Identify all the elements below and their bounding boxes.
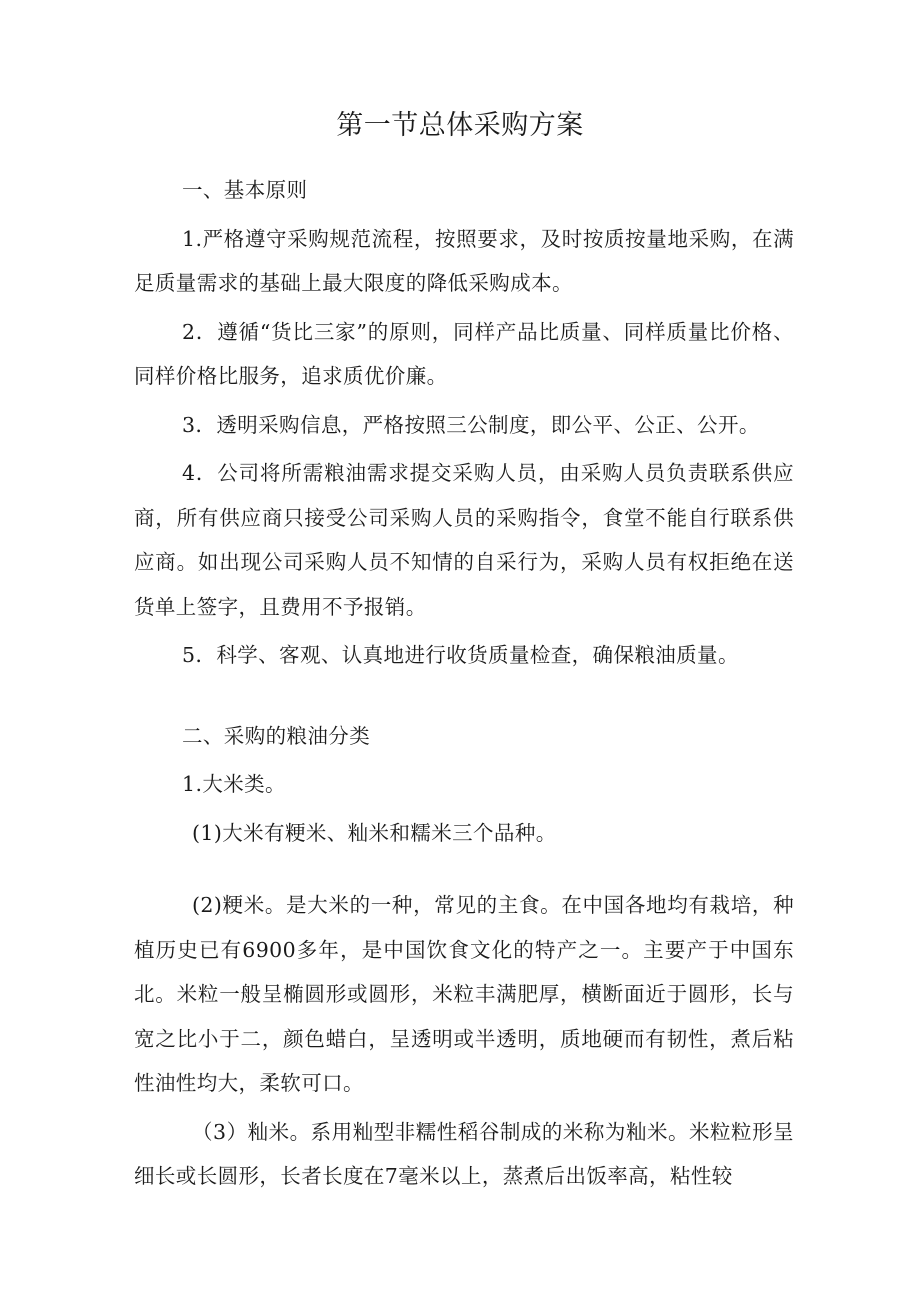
rice-point-3: （3）籼米。系用籼型非糯性稻谷制成的米称为籼米。米粒粒形呈细长或长圆形，长者长度在7毫米以上，蒸煮后出饭率高，粘性较 — [134, 1119, 794, 1188]
rice-point-1: (1)大米有粳米、籼米和糯米三个品种。 — [192, 820, 557, 845]
page-title: 第一节总体采购方案 — [336, 110, 584, 141]
principle-item-2: 2．遵循“货比三家”的原则，同样产品比质量、同样质量比价格、同样价格比服务，追求质优价廉。 — [134, 319, 794, 388]
principle-item-3: 3．透明采购信息，严格按照三公制度，即公平、公正、公开。 — [182, 412, 760, 437]
section-heading-principles: 一、基本原则 — [182, 178, 308, 202]
section-heading-categories: 二、采购的粮油分类 — [182, 723, 371, 748]
principle-item-4: 4．公司将所需粮油需求提交采购人员，由采购人员负责联系供应商，所有供应商只接受公司采购人员的采购指令，食堂不能自行联系供应商。如出现公司采购人员不知情的自采行为，采购人员有权拒绝在送货单上签字，且费用不予报销。 — [134, 461, 794, 619]
rice-point-2: (2)粳米。是大米的一种，常见的主食。在中国各地均有栽培，种植历史已有6900多年，是中国饮食文化的特产之一。主要产于中国东北。米粒一般呈椭圆形或圆形，米粒丰满肥厚，横断面近于圆形，长与宽之比小于二，颜色蜡白，呈透明或半透明，质地硬而有韧性，煮后粘性油性均大，柔软可口。 — [134, 893, 794, 1095]
principle-item-1: 1.严格遵守采购规范流程，按照要求，及时按质按量地采购，在满足质量需求的基础上最大限度的降低采购成本。 — [134, 226, 794, 295]
document-body — [134, 168, 794, 1203]
principle-item-5: 5．科学、客观、认真地进行收货质量检查，确保粮油质量。 — [182, 643, 739, 667]
category-rice-heading: 1.大米类。 — [182, 772, 286, 796]
